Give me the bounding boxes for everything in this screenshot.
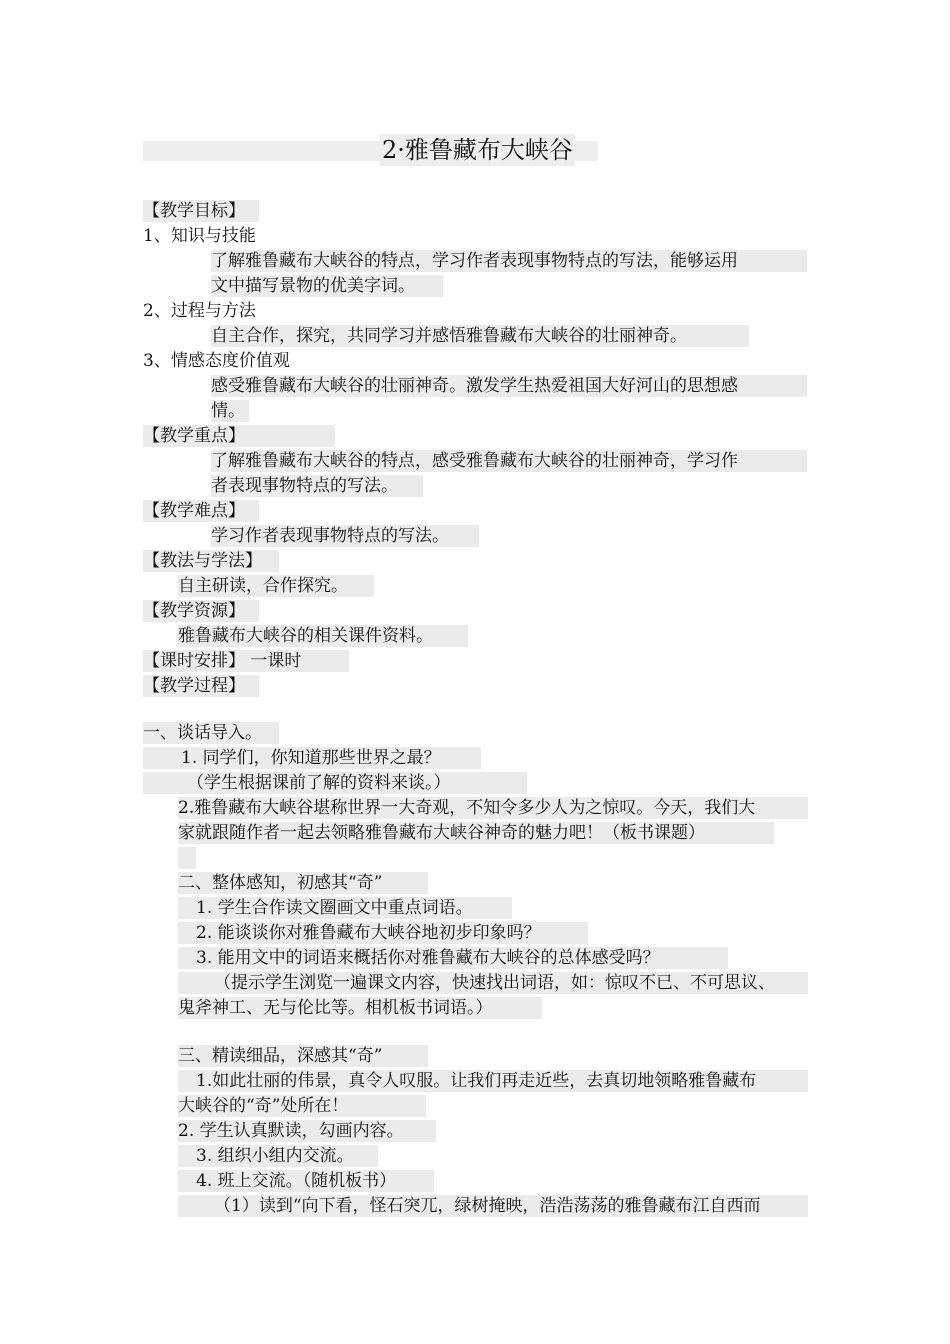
text-line: 2. 学生认真默读，勾画内容。: [178, 1120, 436, 1142]
text-line: [178, 847, 196, 869]
text-line: 三、精读细品，深感其“奇”: [178, 1045, 428, 1067]
text-line: 【课时安排】 一课时: [143, 650, 349, 672]
text-line: （学生根据课前了解的资料来谈。）: [143, 772, 527, 794]
text-line: 情。: [211, 400, 249, 422]
text-line: 3. 能用文中的词语来概括你对雅鲁藏布大峡谷的总体感受吗？: [178, 947, 728, 969]
text-line: 家就跟随作者一起去领略雅鲁藏布大峡谷神奇的魅力吧！（板书课题）: [178, 822, 774, 844]
text-line: 1.如此壮丽的伟景，真令人叹服。让我们再走近些，去真切地领略雅鲁藏布: [178, 1070, 808, 1092]
text-line: （提示学生浏览一遍课文内容，快速找出词语，如：惊叹不已、不可思议、: [178, 972, 808, 994]
text-line: 4. 班上交流。（随机板书）: [178, 1170, 434, 1192]
text-line: 【教学难点】: [143, 500, 259, 522]
text-line: 2.雅鲁藏布大峡谷堪称世界一大奇观，不知令多少人为之惊叹。今天，我们大: [178, 797, 808, 819]
text-line: 自主合作，探究，共同学习并感悟雅鲁藏布大峡谷的壮丽神奇。: [211, 325, 749, 347]
text-line: 学习作者表现事物特点的写法。: [211, 525, 479, 547]
text-line: 一、谈话导入。: [143, 722, 279, 744]
text-line: 【教学过程】: [143, 675, 259, 697]
document-title: 2·雅鲁藏布大峡谷: [382, 136, 573, 164]
text-line: 了解雅鲁藏布大峡谷的特点，学习作者表现事物特点的写法，能够运用: [211, 250, 807, 272]
text-line: 二、整体感知，初感其“奇”: [178, 872, 428, 894]
text-line: 鬼斧神工、无与伦比等。相机板书词语。）: [178, 997, 542, 1019]
text-line: 1. 学生合作读文圈画文中重点词语。: [178, 897, 512, 919]
text-line: 【教学目标】: [143, 200, 259, 222]
text-line: 者表现事物特点的写法。: [211, 475, 423, 497]
text-line: 【教学资源】: [143, 600, 259, 622]
text-line: 2、过程与方法: [143, 301, 256, 321]
text-line: 雅鲁藏布大峡谷的相关课件资料。: [178, 625, 468, 647]
text-line: 大峡谷的“奇”处所在！: [178, 1095, 426, 1117]
text-line: 了解雅鲁藏布大峡谷的特点，感受雅鲁藏布大峡谷的壮丽神奇，学习作: [211, 450, 807, 472]
text-line: 【教学重点】: [143, 425, 335, 447]
text-line: 1. 同学们，你知道那些世界之最？: [143, 747, 481, 769]
text-line: 3. 组织小组内交流。: [178, 1145, 378, 1167]
text-line: 自主研读，合作探究。: [178, 575, 374, 597]
text-line: 3、情感态度价值观: [143, 351, 290, 371]
text-line: （1）读到“向下看，怪石突兀，绿树掩映，浩浩荡荡的雅鲁藏布江自西而: [178, 1195, 808, 1217]
text-line: 感受雅鲁藏布大峡谷的壮丽神奇。激发学生热爱祖国大好河山的思想感: [211, 375, 807, 397]
text-line: 2. 能谈谈你对雅鲁藏布大峡谷地初步印象吗？: [178, 922, 588, 944]
text-line: 文中描写景物的优美字词。: [211, 275, 443, 297]
text-line: 1、知识与技能: [143, 226, 256, 246]
text-line: 【教法与学法】: [143, 550, 279, 572]
